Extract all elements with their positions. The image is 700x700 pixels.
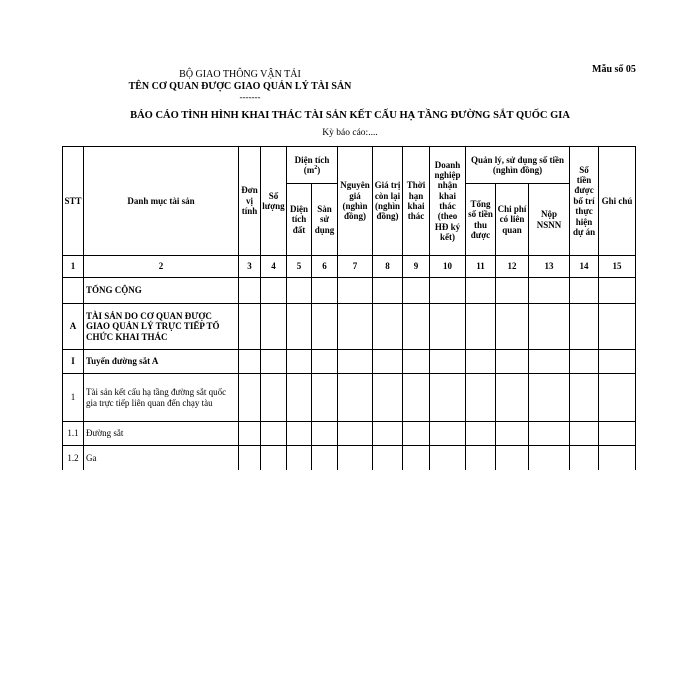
table-row (63, 446, 636, 470)
table-row (63, 304, 636, 350)
header-asset-list: Danh mục tài sản (84, 147, 239, 256)
column-number: 2 (84, 256, 239, 278)
table-row (63, 374, 636, 422)
row-name: Tài sản kết cấu hạ tầng đường sắt quốc gia trực tiếp liên quan đến chạy tàu (84, 374, 239, 422)
report-title: BÁO CÁO TÌNH HÌNH KHAI THÁC TÀI SẢN KẾT CẤU HẠ TẦNG ĐƯỜNG SẮT QUỐC GIA (130, 110, 570, 121)
row-name: TÀI SẢN DO CƠ QUAN ĐƯỢC GIAO QUẢN LÝ TRỰC TIẾP TỔ CHỨC KHAI THÁC (84, 304, 239, 350)
area-group-label: Diện tích (m (294, 154, 330, 175)
column-number: 11 (466, 256, 496, 278)
header-quantity: Số lượng (261, 147, 287, 256)
column-number: 6 (312, 256, 338, 278)
row-stt: 1 (63, 374, 84, 422)
row-stt: 1.2 (63, 446, 84, 470)
header-floor-area: Sàn sử dụng (312, 184, 338, 256)
ministry-name: BỘ GIAO THÔNG VẬN TẢI (179, 69, 301, 80)
row-name: Tuyến đường sắt A (84, 350, 239, 374)
report-table (62, 146, 636, 470)
header-enterprise: Doanh nghiệp nhận khai thác (theo HĐ ký kết) (430, 147, 466, 256)
header-stt: STT (63, 147, 84, 256)
header-total-collected: Tổng số tiền thu được (466, 184, 496, 256)
row-stt: 1.1 (63, 422, 84, 446)
header-land-area: Diện tích đất (287, 184, 312, 256)
header-management-group: Quản lý, sử dụng số tiền (nghìn đồng) (466, 147, 570, 184)
report-period: Kỳ báo cáo:.... (322, 128, 378, 138)
row-name: Đường sắt (84, 422, 239, 446)
table-row (63, 278, 636, 304)
column-number: 10 (430, 256, 466, 278)
header-separator: ------- (239, 92, 261, 102)
header-original-value: Nguyên giá (nghìn đồng) (338, 147, 373, 256)
header-area-group (287, 147, 338, 184)
column-number: 15 (599, 256, 636, 278)
column-number: 9 (403, 256, 430, 278)
row-stt (63, 278, 84, 304)
column-number: 5 (287, 256, 312, 278)
table-row (63, 422, 636, 446)
column-number: 8 (373, 256, 403, 278)
area-unit-superscript: 2 (314, 165, 318, 171)
agency-name: TÊN CƠ QUAN ĐƯỢC GIAO QUẢN LÝ TÀI SẢN (128, 81, 352, 92)
header-remaining-value: Giá trị còn lại (nghìn đồng) (373, 147, 403, 256)
row-stt: I (63, 350, 84, 374)
column-number: 7 (338, 256, 373, 278)
column-number: 12 (496, 256, 529, 278)
form-number: Mẫu số 05 (592, 64, 636, 75)
column-number-row (63, 256, 636, 278)
row-name: TỔNG CỘNG (84, 278, 239, 304)
column-number: 1 (63, 256, 84, 278)
header-state-budget: Nộp NSNN (529, 184, 570, 256)
row-name: Ga (84, 446, 239, 470)
header-notes: Ghi chú (599, 147, 636, 256)
header-project-funds: Số tiền được bố trí thực hiện dự án (570, 147, 599, 256)
table-row (63, 350, 636, 374)
column-number: 4 (261, 256, 287, 278)
header-related-expenses: Chi phí có liên quan (496, 184, 529, 256)
header-unit: Đơn vị tính (239, 147, 261, 256)
row-stt: A (63, 304, 84, 350)
column-number: 13 (529, 256, 570, 278)
header-duration: Thời hạn khai thác (403, 147, 430, 256)
column-number: 3 (239, 256, 261, 278)
area-group-close: ) (317, 165, 321, 175)
column-number: 14 (570, 256, 599, 278)
